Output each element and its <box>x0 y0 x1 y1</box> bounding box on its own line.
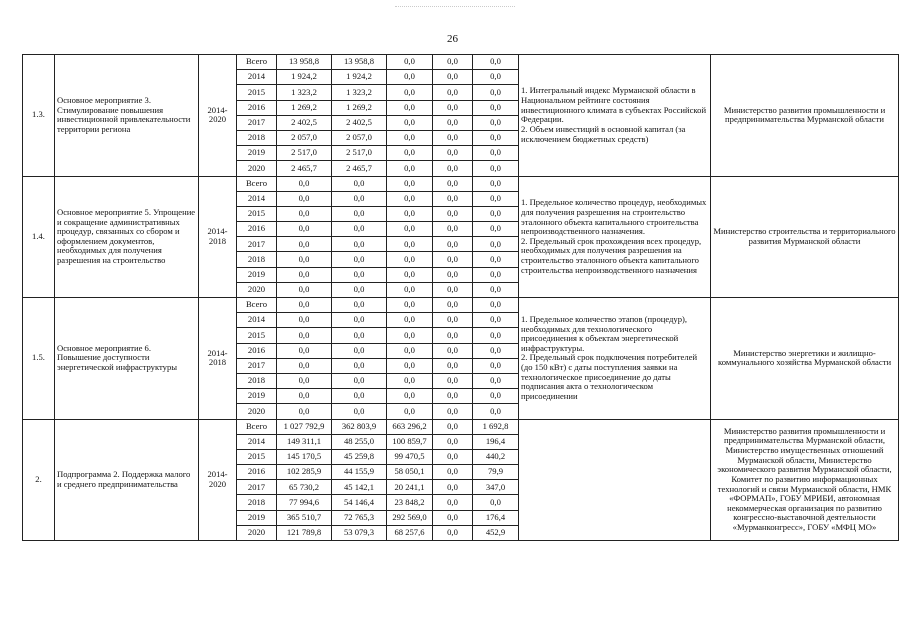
funding-cell: 0,0 <box>387 298 433 313</box>
funding-cell: 0,0 <box>473 298 519 313</box>
funding-cell: 0,0 <box>332 191 387 206</box>
funding-cell: 0,0 <box>332 222 387 237</box>
funding-cell: 0,0 <box>473 313 519 328</box>
funding-cell: 0,0 <box>387 85 433 100</box>
year-cell: Всего <box>237 55 277 70</box>
funding-cell: 0,0 <box>277 222 332 237</box>
funding-cell: 0,0 <box>433 146 473 161</box>
funding-cell: 1 269,2 <box>332 100 387 115</box>
year-cell: 2014 <box>237 70 277 85</box>
funding-cell: 0,0 <box>387 100 433 115</box>
funding-cell: 0,0 <box>387 130 433 145</box>
year-cell: 2019 <box>237 389 277 404</box>
funding-cell: 54 146,4 <box>332 495 387 510</box>
funding-cell: 0,0 <box>433 161 473 176</box>
year-cell: 2019 <box>237 267 277 282</box>
activity-name: Основное мероприятие 3. Стимулирование повышения инвестиционной привлекательности территории региона <box>55 55 199 177</box>
year-cell: 2014 <box>237 313 277 328</box>
funding-cell: 0,0 <box>473 389 519 404</box>
funding-cell: 0,0 <box>332 267 387 282</box>
funding-cell: 0,0 <box>433 100 473 115</box>
funding-cell: 0,0 <box>387 55 433 70</box>
funding-cell: 0,0 <box>387 70 433 85</box>
funding-cell: 0,0 <box>433 70 473 85</box>
funding-cell: 0,0 <box>433 130 473 145</box>
year-cell: 2015 <box>237 206 277 221</box>
funding-cell: 0,0 <box>433 449 473 464</box>
activity-name: Основное мероприятие 6. Повышение доступности энергетической инфраструктуры <box>55 298 199 420</box>
funding-cell: 0,0 <box>387 358 433 373</box>
funding-cell: 0,0 <box>277 282 332 297</box>
funding-cell: 1 269,2 <box>277 100 332 115</box>
funding-cell: 0,0 <box>277 373 332 388</box>
year-cell: 2018 <box>237 252 277 267</box>
funding-cell: 2 517,0 <box>277 146 332 161</box>
funding-cell: 0,0 <box>433 115 473 130</box>
funding-cell: 2 517,0 <box>332 146 387 161</box>
funding-cell: 0,0 <box>433 191 473 206</box>
funding-cell: 0,0 <box>433 55 473 70</box>
funding-cell: 0,0 <box>387 222 433 237</box>
funding-cell: 65 730,2 <box>277 480 332 495</box>
funding-cell: 0,0 <box>387 237 433 252</box>
year-cell: 2014 <box>237 434 277 449</box>
responsible-executor: Министерство строительства и территориального развития Мурманской области <box>711 176 899 298</box>
year-cell: 2017 <box>237 237 277 252</box>
funding-cell: 0,0 <box>332 404 387 419</box>
funding-cell: 13 958,8 <box>277 55 332 70</box>
funding-cell: 0,0 <box>433 176 473 191</box>
funding-cell: 0,0 <box>473 85 519 100</box>
funding-cell: 0,0 <box>277 191 332 206</box>
funding-cell: 45 259,8 <box>332 449 387 464</box>
funding-cell: 0,0 <box>332 176 387 191</box>
funding-cell: 0,0 <box>433 465 473 480</box>
target-indicators: 1. Предельное количество этапов (процедур), необходимых для технологического присоединения к объектам энергетической инфраструктуры. 2. Предельный срок подключения потребителей (до 150 кВт) с даты поступления заявки на технологическое присоединение до даты подписания акта о технологическом присоединении <box>519 298 711 420</box>
funding-cell: 0,0 <box>387 267 433 282</box>
year-cell: 2016 <box>237 465 277 480</box>
funding-cell: 2 057,0 <box>332 130 387 145</box>
funding-cell: 0,0 <box>433 206 473 221</box>
funding-cell: 0,0 <box>277 298 332 313</box>
funding-cell: 0,0 <box>433 267 473 282</box>
year-cell: 2019 <box>237 510 277 525</box>
funding-cell: 0,0 <box>473 495 519 510</box>
year-cell: 2020 <box>237 525 277 540</box>
year-cell: 2014 <box>237 191 277 206</box>
funding-cell: 0,0 <box>433 85 473 100</box>
funding-cell: 440,2 <box>473 449 519 464</box>
funding-cell: 23 848,2 <box>387 495 433 510</box>
funding-cell: 0,0 <box>473 282 519 297</box>
funding-cell: 196,4 <box>473 434 519 449</box>
target-indicators <box>519 419 711 541</box>
funding-cell: 0,0 <box>277 389 332 404</box>
funding-cell: 2 402,5 <box>332 115 387 130</box>
funding-cell: 0,0 <box>277 343 332 358</box>
funding-cell: 0,0 <box>387 206 433 221</box>
funding-cell: 0,0 <box>433 237 473 252</box>
funding-cell: 1 323,2 <box>332 85 387 100</box>
funding-cell: 0,0 <box>433 373 473 388</box>
funding-cell: 0,0 <box>473 252 519 267</box>
year-cell: 2015 <box>237 449 277 464</box>
funding-cell: 149 311,1 <box>277 434 332 449</box>
year-cell: 2019 <box>237 146 277 161</box>
funding-cell: 365 510,7 <box>277 510 332 525</box>
funding-cell: 0,0 <box>387 191 433 206</box>
year-cell: 2017 <box>237 358 277 373</box>
funding-cell: 72 765,3 <box>332 510 387 525</box>
funding-cell: 0,0 <box>332 328 387 343</box>
responsible-executor: Министерство развития промышленности и предпринимательства Мурманской области, Министерство имущественных отношений Мурманской области, Министерство экономического развития Мурманской области, Комитет по развитию информационных технологий и связи Мурманской области, НМК «ФОРМАП», ГОБУ МРИБИ, автономная некоммерческая организация по развитию конгрессно-выставочной деятельности «Мурманконгресс», ГОБУ «МФЦ МО» <box>711 419 899 541</box>
responsible-executor: Министерство развития промышленности и предпринимательства Мурманской области <box>711 55 899 177</box>
funding-cell: 362 803,9 <box>332 419 387 434</box>
funding-cell: 0,0 <box>473 146 519 161</box>
item-number: 1.5. <box>23 298 55 420</box>
funding-cell: 0,0 <box>387 389 433 404</box>
funding-cell: 0,0 <box>387 313 433 328</box>
funding-cell: 79,9 <box>473 465 519 480</box>
year-cell: Всего <box>237 298 277 313</box>
funding-cell: 1 692,8 <box>473 419 519 434</box>
funding-cell: 0,0 <box>473 267 519 282</box>
funding-cell: 0,0 <box>277 313 332 328</box>
year-cell: 2018 <box>237 495 277 510</box>
funding-cell: 2 402,5 <box>277 115 332 130</box>
funding-cell: 0,0 <box>473 55 519 70</box>
funding-cell: 0,0 <box>277 267 332 282</box>
table-row <box>23 298 899 313</box>
funding-cell: 0,0 <box>433 525 473 540</box>
implementation-period: 2014-2020 <box>199 55 237 177</box>
funding-cell: 176,4 <box>473 510 519 525</box>
year-cell: 2016 <box>237 100 277 115</box>
table-row <box>23 419 899 434</box>
table-row <box>23 176 899 191</box>
year-cell: Всего <box>237 419 277 434</box>
funding-cell: 0,0 <box>433 358 473 373</box>
funding-cell: 0,0 <box>433 480 473 495</box>
year-cell: 2016 <box>237 222 277 237</box>
item-number: 1.4. <box>23 176 55 298</box>
funding-cell: 0,0 <box>433 298 473 313</box>
funding-cell: 0,0 <box>332 282 387 297</box>
funding-cell: 100 859,7 <box>387 434 433 449</box>
year-cell: 2015 <box>237 85 277 100</box>
funding-cell: 0,0 <box>433 404 473 419</box>
funding-cell: 0,0 <box>433 495 473 510</box>
funding-cell: 0,0 <box>332 252 387 267</box>
funding-cell: 0,0 <box>433 510 473 525</box>
funding-cell: 1 924,2 <box>332 70 387 85</box>
year-cell: 2017 <box>237 480 277 495</box>
funding-cell: 452,9 <box>473 525 519 540</box>
funding-cell: 1 924,2 <box>277 70 332 85</box>
year-cell: 2016 <box>237 343 277 358</box>
responsible-executor: Министерство энергетики и жилищно-коммунального хозяйства Мурманской области <box>711 298 899 420</box>
item-number: 2. <box>23 419 55 541</box>
funding-cell: 53 079,3 <box>332 525 387 540</box>
funding-cell: 1 323,2 <box>277 85 332 100</box>
year-cell: 2018 <box>237 130 277 145</box>
target-indicators: 1. Предельное количество процедур, необходимых для получения разрешения на строительство эталонного объекта капитального строительства непроизводственного назначения. 2. Предельный срок прохождения всех процедур, необходимых для получения разрешения на строительство эталонного объекта капитального строительства непроизводственного назначения <box>519 176 711 298</box>
funding-cell: 0,0 <box>473 206 519 221</box>
funding-cell: 0,0 <box>433 434 473 449</box>
implementation-period: 2014-2020 <box>199 419 237 541</box>
funding-cell: 0,0 <box>277 328 332 343</box>
funding-cell: 0,0 <box>473 115 519 130</box>
funding-cell: 2 465,7 <box>332 161 387 176</box>
year-cell: 2020 <box>237 404 277 419</box>
funding-cell: 0,0 <box>387 373 433 388</box>
funding-cell: 0,0 <box>433 222 473 237</box>
funding-cell: 102 285,9 <box>277 465 332 480</box>
year-cell: 2018 <box>237 373 277 388</box>
funding-cell: 0,0 <box>473 161 519 176</box>
funding-cell: 0,0 <box>277 404 332 419</box>
funding-cell: 0,0 <box>387 252 433 267</box>
year-cell: Всего <box>237 176 277 191</box>
funding-cell: 145 170,5 <box>277 449 332 464</box>
funding-cell: 663 296,2 <box>387 419 433 434</box>
funding-cell: 0,0 <box>387 146 433 161</box>
funding-cell: 99 470,5 <box>387 449 433 464</box>
funding-cell: 0,0 <box>332 313 387 328</box>
funding-cell: 2 057,0 <box>277 130 332 145</box>
funding-cell: 292 569,0 <box>387 510 433 525</box>
funding-cell: 0,0 <box>473 176 519 191</box>
funding-cell: 2 465,7 <box>277 161 332 176</box>
implementation-period: 2014-2018 <box>199 176 237 298</box>
funding-cell: 0,0 <box>473 70 519 85</box>
funding-cell: 0,0 <box>387 328 433 343</box>
funding-cell: 0,0 <box>277 358 332 373</box>
funding-cell: 0,0 <box>473 130 519 145</box>
funding-cell: 0,0 <box>433 328 473 343</box>
year-cell: 2017 <box>237 115 277 130</box>
scan-artifact <box>395 6 515 13</box>
funding-cell: 0,0 <box>433 252 473 267</box>
funding-cell: 0,0 <box>433 343 473 358</box>
funding-cell: 0,0 <box>387 161 433 176</box>
funding-cell: 58 050,1 <box>387 465 433 480</box>
funding-cell: 121 789,8 <box>277 525 332 540</box>
funding-cell: 0,0 <box>332 237 387 252</box>
funding-cell: 0,0 <box>332 389 387 404</box>
funding-cell: 68 257,6 <box>387 525 433 540</box>
funding-cell: 0,0 <box>332 373 387 388</box>
target-indicators: 1. Интегральный индекс Мурманской области в Национальном рейтинге состояния инвестиционного климата в субъектах Российской Федерации. 2. Объем инвестиций в основной капитал (за исключением бюджетных средств) <box>519 55 711 177</box>
funding-cell: 0,0 <box>473 191 519 206</box>
funding-cell: 0,0 <box>473 237 519 252</box>
funding-cell: 0,0 <box>277 237 332 252</box>
funding-cell: 347,0 <box>473 480 519 495</box>
funding-cell: 0,0 <box>473 328 519 343</box>
funding-cell: 45 142,1 <box>332 480 387 495</box>
activity-name: Основное мероприятие 5. Упрощение и сокращение административных процедур, связанных со сбором и оформлением документов, необходимых для получения разрешения на строительство <box>55 176 199 298</box>
funding-cell: 0,0 <box>387 282 433 297</box>
activity-name: Подпрограмма 2. Поддержка малого и среднего предпринимательства <box>55 419 199 541</box>
funding-cell: 1 027 792,9 <box>277 419 332 434</box>
year-cell: 2020 <box>237 282 277 297</box>
year-cell: 2020 <box>237 161 277 176</box>
funding-cell: 0,0 <box>473 100 519 115</box>
table-row <box>23 55 899 70</box>
funding-cell: 44 155,9 <box>332 465 387 480</box>
funding-cell: 0,0 <box>473 343 519 358</box>
implementation-period: 2014-2018 <box>199 298 237 420</box>
year-cell: 2015 <box>237 328 277 343</box>
funding-cell: 0,0 <box>332 343 387 358</box>
funding-cell: 0,0 <box>332 206 387 221</box>
funding-cell: 0,0 <box>473 404 519 419</box>
funding-cell: 0,0 <box>277 176 332 191</box>
funding-cell: 0,0 <box>277 206 332 221</box>
item-number: 1.3. <box>23 55 55 177</box>
funding-cell: 0,0 <box>277 252 332 267</box>
funding-cell: 20 241,1 <box>387 480 433 495</box>
funding-cell: 0,0 <box>332 358 387 373</box>
funding-cell: 0,0 <box>473 373 519 388</box>
funding-cell: 0,0 <box>387 404 433 419</box>
funding-cell: 0,0 <box>433 389 473 404</box>
page-number: 26 <box>447 33 458 45</box>
funding-cell: 0,0 <box>433 313 473 328</box>
funding-cell: 13 958,8 <box>332 55 387 70</box>
funding-cell: 0,0 <box>473 222 519 237</box>
funding-cell: 0,0 <box>387 176 433 191</box>
funding-cell: 0,0 <box>387 343 433 358</box>
funding-cell: 0,0 <box>387 115 433 130</box>
funding-cell: 48 255,0 <box>332 434 387 449</box>
funding-cell: 0,0 <box>332 298 387 313</box>
funding-cell: 0,0 <box>433 282 473 297</box>
program-table <box>22 54 899 541</box>
funding-cell: 0,0 <box>433 419 473 434</box>
funding-cell: 77 994,6 <box>277 495 332 510</box>
funding-cell: 0,0 <box>473 358 519 373</box>
